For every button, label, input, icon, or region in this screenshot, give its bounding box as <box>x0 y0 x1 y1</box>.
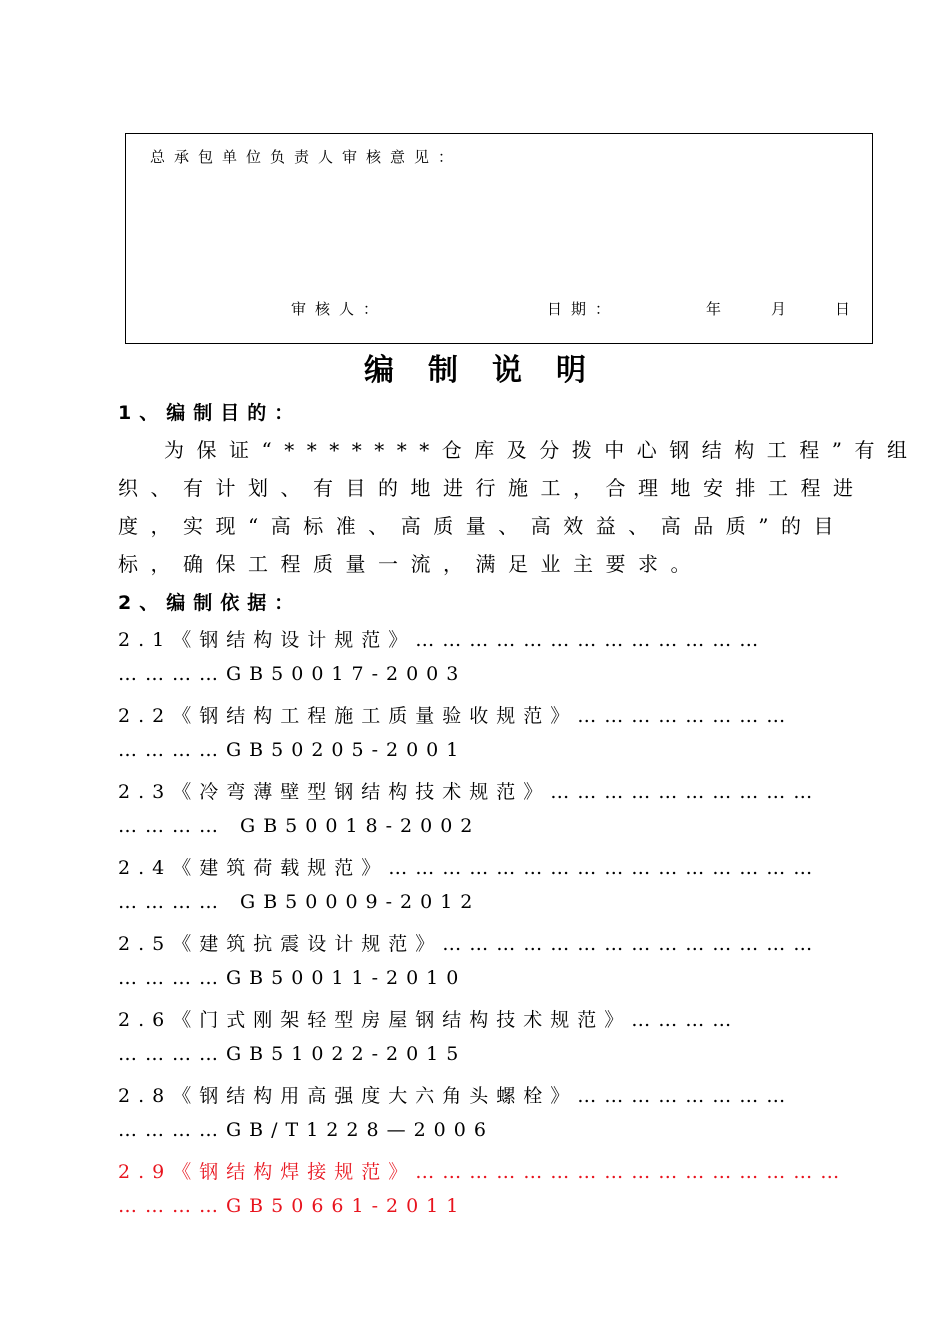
reference-title-line: 2.6《门式刚架轻型房屋钢结构技术规范》………… <box>118 1009 740 1031</box>
reference-title-line: 2.5《建筑抗震设计规范》…………………………………… <box>118 933 821 955</box>
review-box <box>125 133 873 344</box>
reference-code-line: …………GB50661-2011 <box>118 1195 467 1217</box>
reference-code-line: ………… GB50009-2012 <box>118 891 481 913</box>
section1-line: 度，实现“高标准、高质量、高效益、高品质”的目 <box>118 514 846 538</box>
reference-code-line: …………GB50011-2010 <box>118 967 467 989</box>
year-label: 年 <box>706 300 731 318</box>
reviewer-label: 审核人： <box>291 300 388 318</box>
reference-title-line: 2.4《建筑荷载规范》………………………………………… <box>118 857 821 879</box>
section1-heading: 1、编制目的： <box>118 402 302 424</box>
date-label: 日期： <box>547 300 620 318</box>
section1-line: 织、有计划、有目的地进行施工，合理地安排工程进 <box>118 476 866 500</box>
reference-title-line: 2.8《钢结构用高强度大六角头螺栓》…………………… <box>118 1085 794 1107</box>
reference-code-line: …………GB51022-2015 <box>118 1043 467 1065</box>
reference-code-line: …………GB/T1228—2006 <box>118 1119 494 1141</box>
reference-code-line: …………GB50205-2001 <box>118 739 467 761</box>
section1-line: 标，确保工程质量一流，满足业主要求。 <box>118 552 703 576</box>
month-label: 月 <box>771 300 796 318</box>
review-title: 总承包单位负责人审核意见： <box>150 148 463 166</box>
reference-code-line: …………GB50017-2003 <box>118 663 467 685</box>
section2-heading: 2、编制依据： <box>118 592 302 614</box>
reference-title-line: 2.9《钢结构焊接规范》………………………………………… <box>118 1161 848 1183</box>
section1-line: 为保证“*******仓库及分拨中心钢结构工程”有组 <box>164 438 920 462</box>
reference-title-line: 2.3《冷弯薄壁型钢结构技术规范》………………………… <box>118 781 821 803</box>
reference-title-line: 2.2《钢结构工程施工质量验收规范》…………………… <box>118 705 794 727</box>
day-label: 日 <box>835 300 860 318</box>
reference-code-line: ………… GB50018-2002 <box>118 815 481 837</box>
reference-title-line: 2.1《钢结构设计规范》………………………………… <box>118 629 767 651</box>
document-title: 编制说明 <box>364 353 620 388</box>
